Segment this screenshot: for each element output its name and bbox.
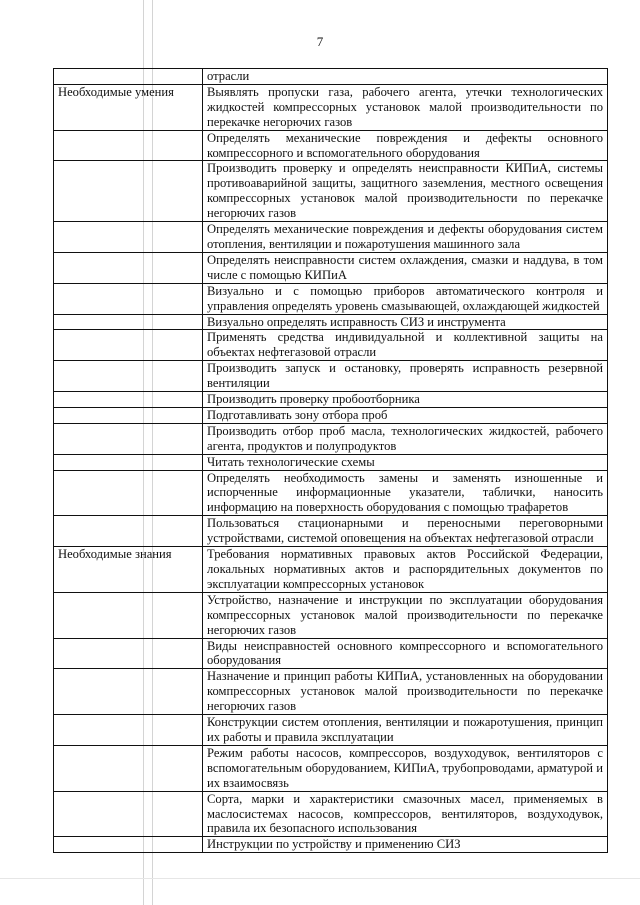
empty-label-cell	[54, 516, 203, 547]
table-cell: Определять механические повреждения и дефекты оборудования систем отопления, вентиляции и пожаротушения машинного зала	[203, 222, 608, 253]
table-row	[54, 715, 608, 746]
table-cell: Читать технологические схемы	[203, 454, 608, 470]
table-row	[54, 454, 608, 470]
empty-label-cell	[54, 161, 203, 222]
empty-label-cell	[54, 745, 203, 791]
empty-label-cell	[54, 330, 203, 361]
section-label: Необходимые умения	[54, 84, 203, 130]
empty-label-cell	[54, 252, 203, 283]
empty-label-cell	[54, 130, 203, 161]
table-row	[54, 392, 608, 408]
table-cell: Пользоваться стационарными и переносными переговорными устройствами, системой оповещения на объектах нефтегазовой отрасли	[203, 516, 608, 547]
empty-label-cell	[54, 361, 203, 392]
table-cell: отрасли	[203, 69, 608, 85]
table-cell: Определять необходимость замены и заменять изношенные и испорченные информационные указатели, таблички, наносить информацию на поверхность оборудования с помощью трафаретов	[203, 470, 608, 516]
empty-label-cell	[54, 669, 203, 715]
empty-label-cell	[54, 638, 203, 669]
table-cell: Визуально определять исправность СИЗ и инструмента	[203, 314, 608, 330]
page-number: 7	[316, 34, 324, 49]
empty-label-cell	[54, 470, 203, 516]
table-row	[54, 222, 608, 253]
table-row	[54, 283, 608, 314]
table-cell: Визуально и с помощью приборов автоматического контроля и управления определять уровень смазывающей, охлаждающей жидкостей	[203, 283, 608, 314]
table-cell: Требования нормативных правовых актов Российской Федерации, локальных нормативных актов и распорядительных документов по эксплуатации компрессорных установок	[203, 547, 608, 593]
table-cell: Определять неисправности систем охлаждения, смазки и наддува, в том числе с помощью КИПиА	[203, 252, 608, 283]
empty-label-cell	[54, 283, 203, 314]
empty-label-cell	[54, 222, 203, 253]
requirements-table	[53, 68, 608, 853]
table-row	[54, 638, 608, 669]
table-row	[54, 84, 608, 130]
empty-label-cell	[54, 454, 203, 470]
table-row	[54, 516, 608, 547]
table-row	[54, 837, 608, 853]
table-cell: Конструкции систем отопления, вентиляции и пожаротушения, принцип их работы и правила эксплуатации	[203, 715, 608, 746]
table-cell: Применять средства индивидуальной и коллективной защиты на объектах нефтегазовой отрасли	[203, 330, 608, 361]
table-row	[54, 361, 608, 392]
empty-label-cell	[54, 592, 203, 638]
empty-label-cell	[54, 407, 203, 423]
table-row	[54, 470, 608, 516]
table-row	[54, 130, 608, 161]
table-row	[54, 423, 608, 454]
table-row	[54, 547, 608, 593]
empty-label-cell	[54, 837, 203, 853]
table-row	[54, 69, 608, 85]
table-cell: Устройство, назначение и инструкции по эксплуатации оборудования компрессорных установок малой производительности по перекачке негорючих газов	[203, 592, 608, 638]
table-row	[54, 407, 608, 423]
table-row	[54, 592, 608, 638]
table-row	[54, 745, 608, 791]
table-cell: Сорта, марки и характеристики смазочных масел, применяемых в маслосистемах насосов, компрессоров, вентиляторов, воздуходувок, правила их безопасного использования	[203, 791, 608, 837]
table-row	[54, 330, 608, 361]
empty-label-cell	[54, 791, 203, 837]
table-row	[54, 252, 608, 283]
table-cell: Производить отбор проб масла, технологических жидкостей, рабочего агента, продуктов и полупродуктов	[203, 423, 608, 454]
table-cell: Инструкции по устройству и применению СИЗ	[203, 837, 608, 853]
table-row	[54, 791, 608, 837]
table-cell: Производить проверку и определять неисправности КИПиА, системы противоаварийной защиты, защитного заземления, местного освещения компрессорных установок малой производительности по перекачке негорючих газов	[203, 161, 608, 222]
empty-label-cell	[54, 715, 203, 746]
table-row	[54, 161, 608, 222]
table-row	[54, 314, 608, 330]
section-label: Необходимые знания	[54, 547, 203, 593]
empty-label-cell	[54, 423, 203, 454]
table-cell: Производить запуск и остановку, проверять исправность резервной вентиляции	[203, 361, 608, 392]
empty-label-cell	[54, 392, 203, 408]
table-cell: Производить проверку пробоотборника	[203, 392, 608, 408]
table-cell: Определять механические повреждения и дефекты основного компрессорного и вспомогательного оборудования	[203, 130, 608, 161]
scan-artifact-line	[0, 878, 640, 879]
table-cell: Назначение и принцип работы КИПиА, установленных на оборудовании компрессорных установок малой производительности по перекачке негорючих газов	[203, 669, 608, 715]
table-cell: Виды неисправностей основного компрессорного и вспомогательного оборудования	[203, 638, 608, 669]
table-cell: Подготавливать зону отбора проб	[203, 407, 608, 423]
table-cell: Выявлять пропуски газа, рабочего агента, утечки технологических жидкостей компрессорных установок малой производительности по перекачке негорючих газов	[203, 84, 608, 130]
empty-label-cell	[54, 69, 203, 85]
empty-label-cell	[54, 314, 203, 330]
table-cell: Режим работы насосов, компрессоров, воздуходувок, вентиляторов с вспомогательным оборудованием, КИПиА, трубопроводами, арматурой и их взаимосвязь	[203, 745, 608, 791]
table-row	[54, 669, 608, 715]
